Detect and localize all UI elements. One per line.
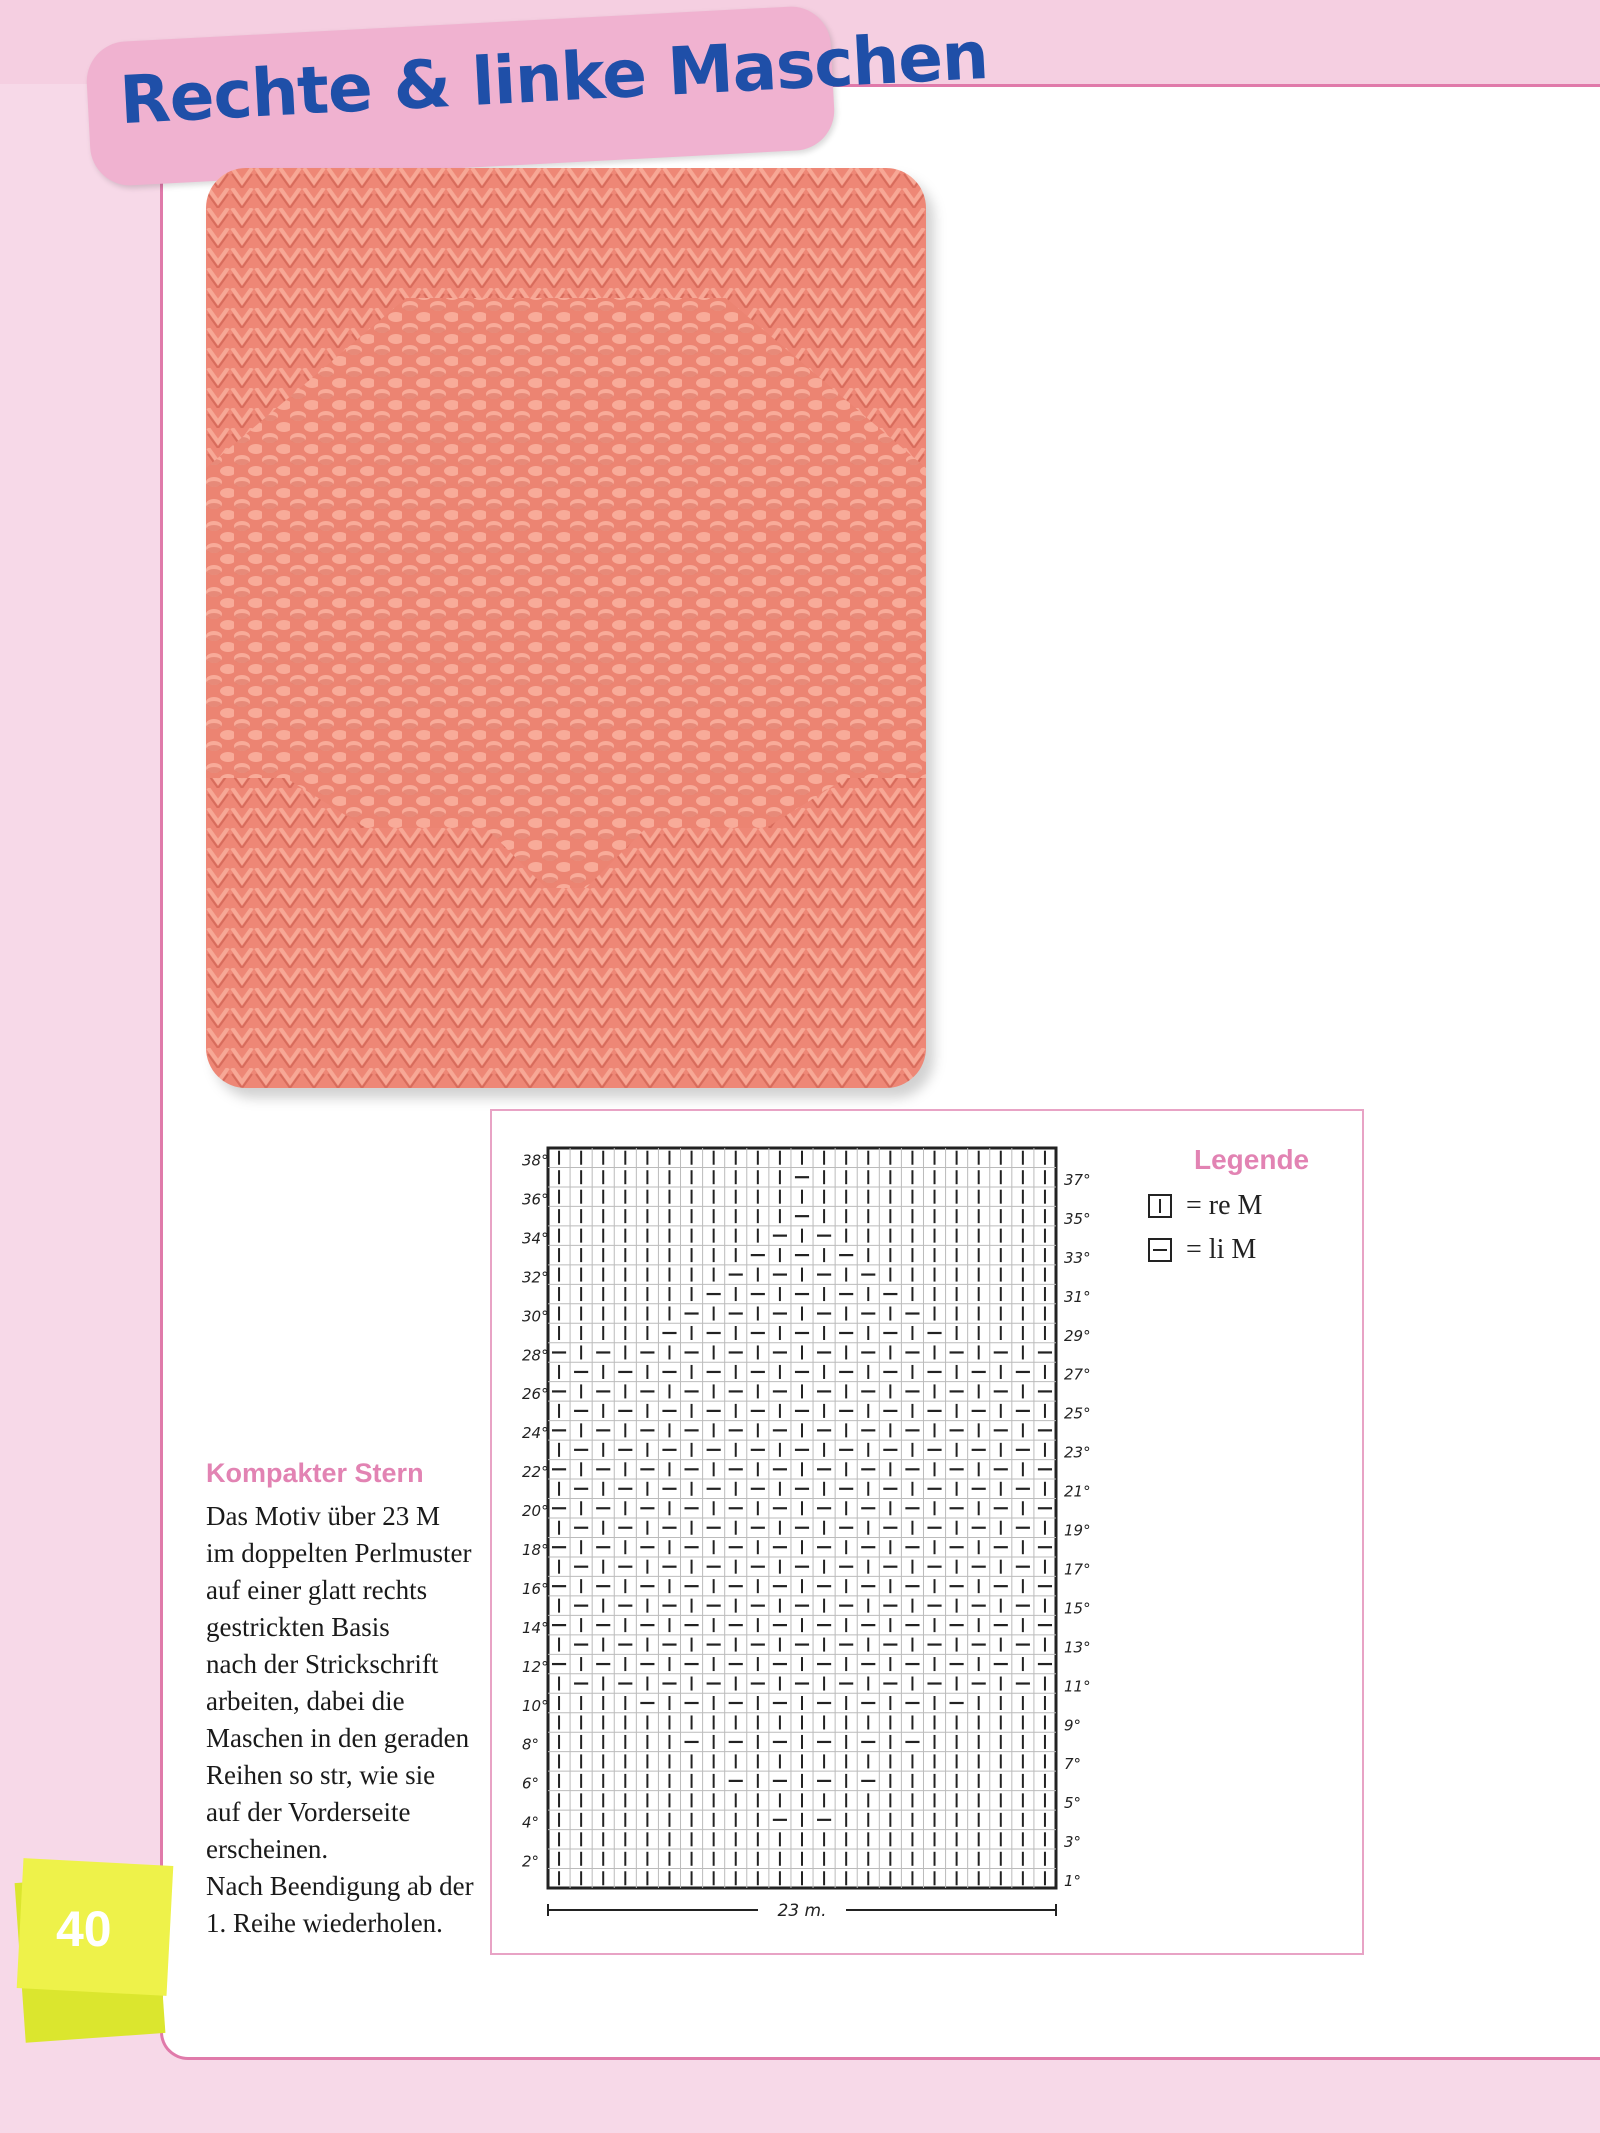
- legend-label-knit: = re M: [1186, 1190, 1263, 1221]
- row-label: 4°: [522, 1813, 540, 1832]
- row-label: 37°: [1064, 1171, 1091, 1189]
- row-label: 26°: [522, 1385, 549, 1404]
- row-label: 29°: [1064, 1326, 1091, 1345]
- row-label: 33°: [1064, 1248, 1091, 1267]
- description-line: im doppelten Perlmuster: [206, 1538, 472, 1568]
- row-label: 38°: [522, 1151, 549, 1170]
- row-label: 2°: [522, 1852, 540, 1871]
- row-label: 20°: [522, 1502, 549, 1521]
- row-label: 6°: [522, 1774, 540, 1793]
- row-label: 22°: [522, 1463, 549, 1482]
- row-label: 36°: [522, 1190, 549, 1209]
- row-label: 1°: [1064, 1872, 1082, 1891]
- page-title: Rechte & linke Maschen: [117, 16, 990, 140]
- pattern-title: Kompakter Stern: [206, 1458, 424, 1488]
- description-line: auf der Vorderseite: [206, 1797, 411, 1827]
- row-label: 15°: [1064, 1599, 1091, 1618]
- row-label: 16°: [522, 1579, 549, 1598]
- row-label: 32°: [522, 1268, 549, 1287]
- row-label: 21°: [1064, 1482, 1091, 1501]
- knitting-swatch-photo: [206, 168, 926, 1088]
- row-label: 7°: [1064, 1755, 1082, 1774]
- description-line: Das Motiv über 23 M: [206, 1501, 440, 1531]
- row-label: 12°: [522, 1657, 549, 1676]
- row-label: 31°: [1064, 1287, 1091, 1306]
- description-line: nach der Strickschrift: [206, 1649, 439, 1679]
- description-line: Maschen in den geraden: [206, 1723, 470, 1753]
- purl-stitch-icon: [1148, 1238, 1172, 1262]
- row-label: 28°: [522, 1346, 549, 1365]
- row-label: 30°: [522, 1307, 549, 1326]
- row-label: 35°: [1064, 1209, 1091, 1228]
- row-label: 10°: [522, 1696, 549, 1715]
- row-label: 11°: [1064, 1677, 1091, 1696]
- row-label: 8°: [522, 1735, 540, 1754]
- row-label: 34°: [522, 1229, 549, 1248]
- description-line: 1. Reihe wiederholen.: [206, 1908, 443, 1938]
- description-line: gestrickten Basis: [206, 1612, 390, 1642]
- description-line: Nach Beendigung ab der: [206, 1871, 474, 1901]
- row-label: 9°: [1064, 1716, 1082, 1735]
- legend-item-knit: [1148, 1190, 1262, 1222]
- row-label: 19°: [1064, 1521, 1091, 1540]
- row-label: 17°: [1064, 1560, 1091, 1579]
- row-label: 3°: [1064, 1833, 1082, 1852]
- row-label: 18°: [522, 1541, 549, 1559]
- page-number: 40: [56, 1901, 112, 1957]
- description-line: auf einer glatt rechts: [206, 1575, 428, 1605]
- chart-width-label: 23 m.: [777, 1901, 827, 1921]
- knit-stitch-icon: [1148, 1194, 1172, 1218]
- description-line: arbeiten, dabei die: [206, 1686, 405, 1716]
- row-label: 23°: [1064, 1443, 1091, 1462]
- legend-item-purl: [1148, 1234, 1256, 1266]
- row-label: 5°: [1064, 1794, 1082, 1813]
- legend-title: Legende: [1194, 1144, 1310, 1175]
- description-line: erscheinen.: [206, 1834, 329, 1864]
- row-label: 25°: [1064, 1404, 1091, 1423]
- row-label: 24°: [522, 1424, 549, 1443]
- row-label: 13°: [1064, 1638, 1091, 1657]
- legend-label-purl: = li M: [1186, 1234, 1257, 1265]
- pattern-description: [206, 1498, 496, 1942]
- row-label: 27°: [1064, 1365, 1091, 1384]
- description-line: Reihen so str, wie sie: [206, 1760, 436, 1790]
- row-label: 14°: [522, 1618, 549, 1637]
